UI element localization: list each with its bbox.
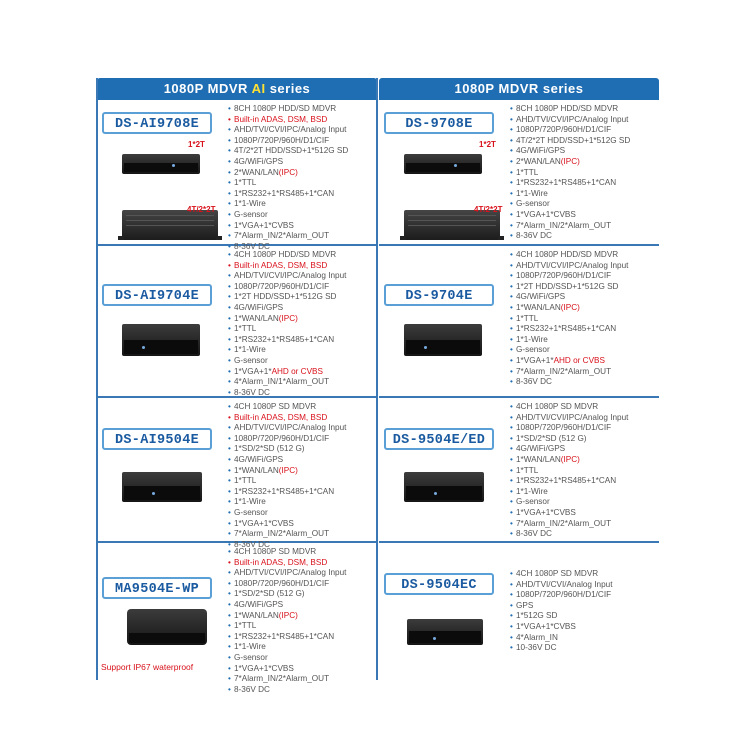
dvr-image (122, 154, 200, 174)
ai-series-header: 1080P MDVR AI series (97, 78, 377, 100)
product-ds-9504ec (379, 543, 659, 686)
model-label: DS-9504E/ED (384, 428, 494, 450)
column-border (376, 78, 378, 680)
model-label: MA9504E-WP (102, 577, 212, 599)
dvr-image (404, 210, 500, 240)
spec-list: • 4CH 1080P SD MDVR • Built-in ADAS, DSM, BSD • AHD/TVI/CVI/IPC/Analog Input • 1080P/720P/960H/D1/CIF • 1*SD/2*SD (512 G) • 4G/WiFi/GPS • 1*WAN/LAN(IPC) • 1*TTL • 1*RS232+1*RS485+1*CAN • 1*1-Wire • G-sensor • 1*VGA+1*CVBS • 7*Alarm_IN/2*Alarm_OUT • 8-36V DC (228, 547, 346, 695)
spec-list: • 4CH 1080P HDD/SD MDVR • Built-in ADAS, DSM, BSD • AHD/TVI/CVI/IPC/Analog Input • 1080P/720P/960H/D1/CIF • 1*2T HDD/SSD+1*512G SD • 4G/WiFi/GPS • 1*WAN/LAN(IPC) • 1*TTL • 1*RS232+1*RS485+1*CAN • 1*1-Wire • G-sensor • 1*VGA+1*AHD or CVBS • 4*Alarm_IN/1*Alarm_OUT • 8-36V DC (228, 250, 346, 398)
dvr-image (407, 619, 483, 645)
spec-list: • 4CH 1080P SD MDVR • AHD/TVI/CVI/Analog Input • 1080P/720P/960H/D1/CIF • GPS • 1*512G SD • 1*VGA+1*CVBS • 4*Alarm_IN • 10-36V DC (510, 569, 612, 654)
model-label: DS-9504EC (384, 573, 494, 595)
dvr-image (404, 154, 482, 174)
dvr-image (127, 609, 207, 645)
model-label: DS-9704E (384, 284, 494, 306)
product-ds-ai9504e (97, 398, 377, 549)
product-ds-ai9708e (97, 100, 377, 251)
waterproof-note: Support IP67 waterproof (101, 662, 194, 672)
dvr-image (122, 210, 218, 240)
model-label: DS-AI9708E (102, 112, 212, 134)
capacity-tag: 1*2T (479, 140, 496, 149)
dvr-image (122, 472, 202, 502)
capacity-tag: 4T/2*2T (474, 205, 503, 214)
dvr-image (404, 324, 482, 356)
product-ma9504e-wp (97, 543, 377, 694)
product-ds-9504e-ed (379, 398, 659, 543)
product-ds-ai9704e (97, 246, 377, 398)
spec-list: • 4CH 1080P SD MDVR • AHD/TVI/CVI/IPC/Analog Input • 1080P/720P/960H/D1/CIF • 1*SD/2*SD (512 G) • 4G/WiFi/GPS • 1*WAN/LAN(IPC) • 1*TTL • 1*RS232+1*RS485+1*CAN • 1*1-Wire • G-sensor • 1*VGA+1*CVBS • 7*Alarm_IN/2*Alarm_OUT • 8-36V DC (510, 402, 628, 540)
dvr-image (404, 472, 484, 502)
product-ds-9708e (379, 100, 659, 246)
model-label: DS-AI9504E (102, 428, 212, 450)
spec-list: • 8CH 1080P HDD/SD MDVR • Built-in ADAS, DSM, BSD • AHD/TVI/CVI/IPC/Analog Input • 1080P/720P/960H/D1/CIF • 4T/2*2T HDD/SSD+1*512G SD • 4G/WiFi/GPS • 2*WAN/LAN(IPC) • 1*TTL • 1*RS232+1*RS485+1*CAN • 1*1-Wire • G-sensor • 1*VGA+1*CVBS • 7*Alarm_IN/2*Alarm_OUT • 8-36V DC (228, 104, 348, 252)
spec-list: • 8CH 1080P HDD/SD MDVR • AHD/TVI/CVI/IPC/Analog Input • 1080P/720P/960H/D1/CIF • 4T/2*2T HDD/SSD+1*512G SD • 4G/WiFi/GPS • 2*WAN/LAN(IPC) • 1*TTL • 1*RS232+1*RS485+1*CAN • 1*1-Wire • G-sensor • 1*VGA+1*CVBS • 7*Alarm_IN/2*Alarm_OUT • 8-36V DC (510, 104, 630, 242)
standard-series-header: 1080P MDVR series (379, 78, 659, 100)
spec-list: • 4CH 1080P SD MDVR • Built-in ADAS, DSM, BSD • AHD/TVI/CVI/IPC/Analog Input • 1080P/720P/960H/D1/CIF • 1*SD/2*SD (512 G) • 4G/WiFi/GPS • 1*WAN/LAN(IPC) • 1*TTL • 1*RS232+1*RS485+1*CAN • 1*1-Wire • G-sensor • 1*VGA+1*CVBS • 7*Alarm_IN/2*Alarm_OUT • 8-36V DC (228, 402, 346, 550)
capacity-tag: 1*2T (188, 140, 205, 149)
capacity-tag: 4T/2*2T (187, 205, 216, 214)
column-border (96, 78, 98, 680)
ai-series-column (97, 78, 377, 694)
model-label: DS-AI9704E (102, 284, 212, 306)
dvr-image (122, 324, 200, 356)
standard-series-column (379, 78, 659, 680)
product-ds-9704e (379, 246, 659, 398)
model-label: DS-9708E (384, 112, 494, 134)
spec-list: • 4CH 1080P HDD/SD MDVR • AHD/TVI/CVI/IPC/Analog Input • 1080P/720P/960H/D1/CIF • 1*2T HDD/SSD+1*512G SD • 4G/WiFi/GPS • 1*WAN/LAN(IPC) • 1*TTL • 1*RS232+1*RS485+1*CAN • 1*1-Wire • G-sensor • 1*VGA+1*AHD or CVBS • 7*Alarm_IN/2*Alarm_OUT • 8-36V DC (510, 250, 628, 388)
